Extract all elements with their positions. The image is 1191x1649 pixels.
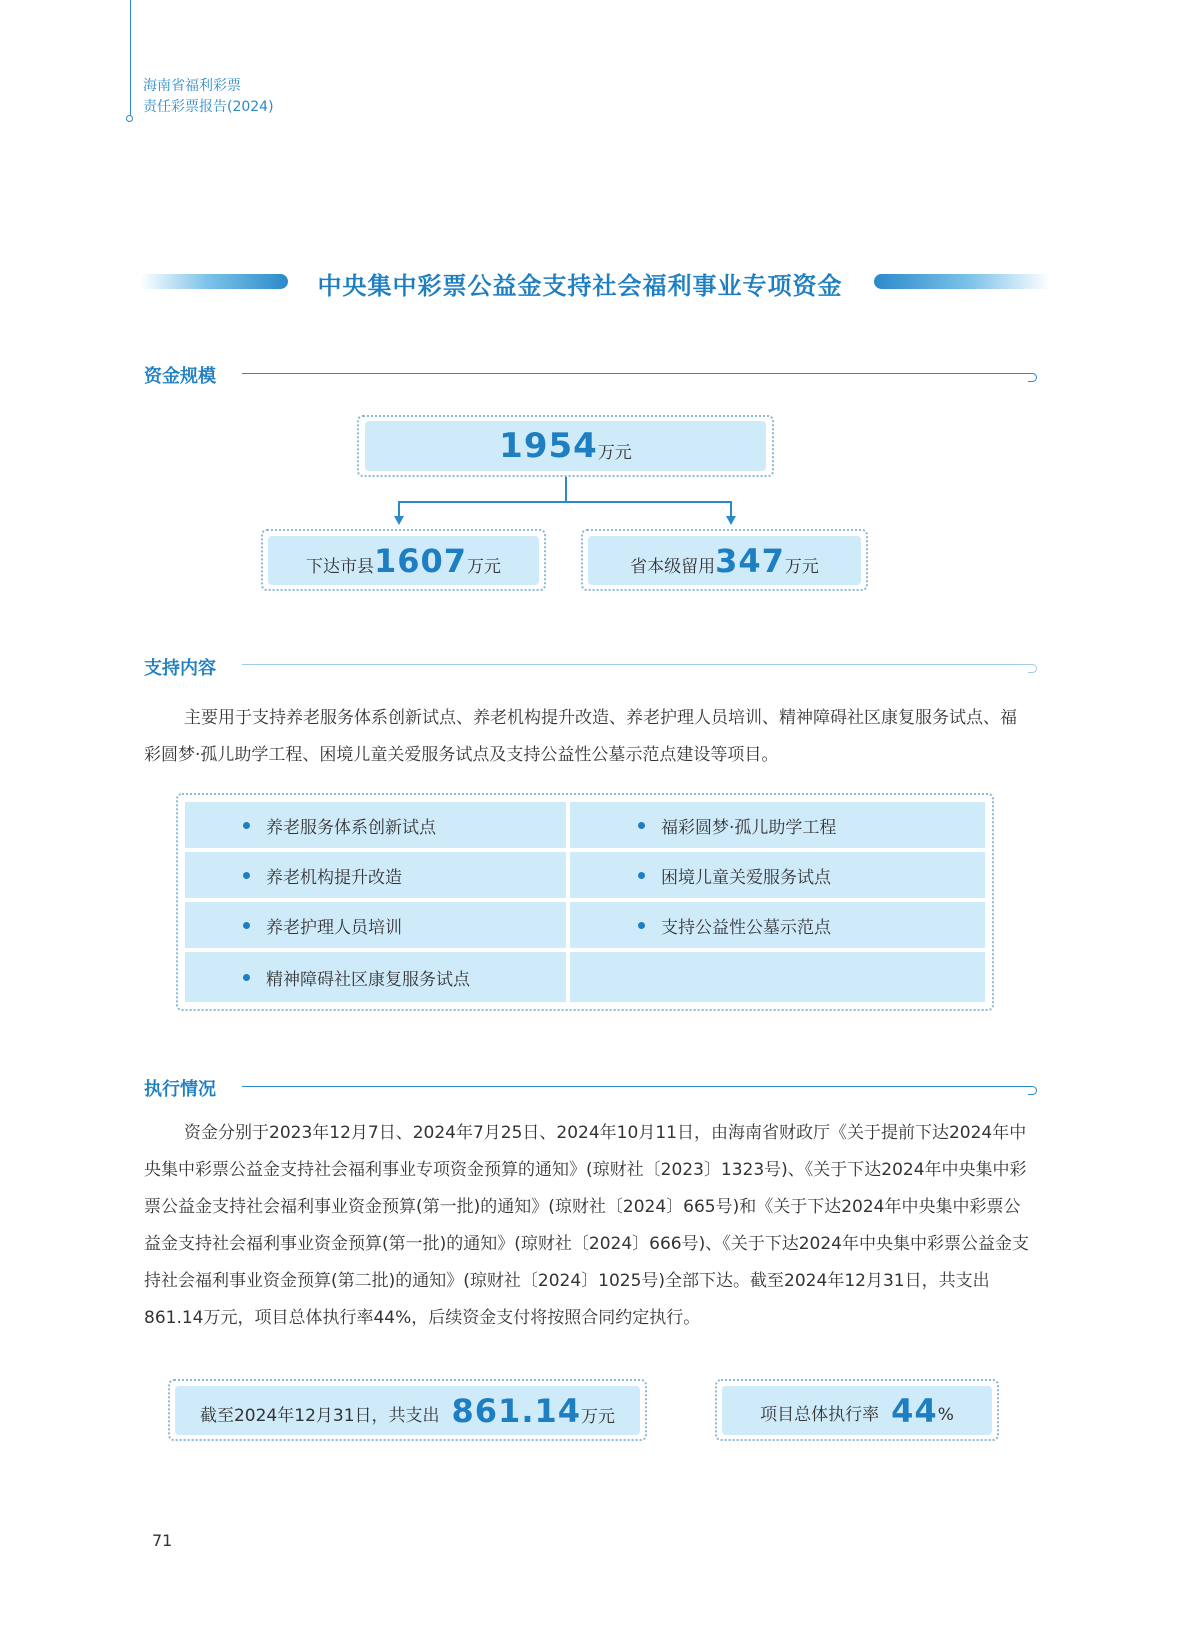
header-rule <box>130 0 131 117</box>
city-label: 下达市县 <box>305 557 374 577</box>
city-box <box>268 536 539 585</box>
city-frame <box>261 529 546 591</box>
province-value: 347 <box>715 541 785 580</box>
list-item: 养老服务体系创新试点 <box>185 802 566 848</box>
list-item: 困境儿童关爱服务试点 <box>570 852 985 898</box>
spent-frame <box>168 1379 647 1441</box>
section-line-hook <box>1028 1086 1037 1095</box>
rate-value: 44 <box>891 1391 938 1430</box>
section-line-content <box>242 664 1032 665</box>
rate-label: 项目总体执行率 <box>760 1405 880 1425</box>
bullet-icon <box>243 872 250 879</box>
province-box <box>588 536 861 585</box>
spent-unit: 万元 <box>581 1407 615 1427</box>
city-unit: 万元 <box>467 557 502 577</box>
list-item-empty <box>570 952 985 1002</box>
total-frame <box>357 415 774 477</box>
header-report-title: 责任彩票报告(2024) <box>143 99 274 115</box>
bullet-icon <box>243 822 250 829</box>
section-title-execution: 执行情况 <box>144 1079 216 1100</box>
section-line-hook <box>1028 373 1037 382</box>
section-line-execution <box>242 1086 1032 1087</box>
total-box <box>365 421 766 471</box>
bullet-icon <box>638 872 645 879</box>
header-rule-dot <box>126 115 133 122</box>
page-title: 中央集中彩票公益金支持社会福利事业专项资金 <box>317 272 843 300</box>
header-org: 海南省福利彩票 <box>143 78 241 94</box>
connector-left <box>398 501 400 517</box>
city-value: 1607 <box>373 541 468 580</box>
spent-label: 截至2024年12月31日，共支出 <box>199 1406 440 1426</box>
content-paragraph: 主要用于支持养老服务体系创新试点、养老机构提升改造、养老护理人员培训、精神障碍社区康复服务试点、福彩圆梦·孤儿助学工程、困境儿童关爱服务试点及支持公益性公墓示范点建设等项目。 <box>144 708 1017 765</box>
title-decor-right <box>874 274 1050 289</box>
bullet-icon <box>243 974 250 981</box>
section-line-hook <box>1028 664 1037 673</box>
total-value: 1954 <box>499 426 598 466</box>
list-item: 养老机构提升改造 <box>185 852 566 898</box>
section-title-scale: 资金规模 <box>144 366 216 387</box>
section-title-content: 支持内容 <box>144 658 216 679</box>
arrow-down-icon <box>394 516 404 525</box>
list-item: 精神障碍社区康复服务试点 <box>185 952 566 1002</box>
title-decor-left <box>140 274 288 289</box>
province-label: 省本级留用 <box>630 557 716 577</box>
bullet-icon <box>638 822 645 829</box>
province-frame <box>581 529 868 591</box>
rate-frame <box>715 1379 999 1441</box>
connector-right <box>730 501 732 517</box>
list-item: 养老护理人员培训 <box>185 902 566 948</box>
list-item: 支持公益性公墓示范点 <box>570 902 985 948</box>
spent-value: 861.14 <box>451 1391 581 1430</box>
rate-unit: % <box>937 1404 954 1425</box>
province-unit: 万元 <box>784 557 819 577</box>
list-item: 福彩圆梦·孤儿助学工程 <box>570 802 985 848</box>
rate-box <box>722 1386 992 1435</box>
arrow-down-icon <box>726 516 736 525</box>
execution-paragraph: 资金分别于2023年12月7日、2024年7月25日、2024年10月11日，由海南省财政厅《关于提前下达2024年中央集中彩票公益金支持社会福利事业专项资金预算的通知》(琼财社〔2023〕1323号)、《关于下达2024年中央集中彩票公益金支持社会福利事业资金预算(第一批)的通知》(琼财社〔2024〕665号)和《关于下达2024年中央集中彩票公益金支持社会福利事业资金预算(第一批)的通知》(琼财社〔2024〕666号)、《关于下达2024年中央集中彩票公益金支持社会福利事业资金预算(第二批)的通知》(琼财社〔2024〕1025号)全部下达。截至2024年12月31日，共支出861.14万元，项目总体执行率44%，后续资金支付将按照合同约定执行。 <box>144 1123 1030 1328</box>
section-line-scale <box>242 373 1032 374</box>
connector-stem <box>565 477 567 502</box>
total-unit: 万元 <box>597 442 632 463</box>
bullet-icon <box>243 922 250 929</box>
connector-branch <box>398 501 732 503</box>
spent-box <box>175 1386 640 1435</box>
page-number: 71 <box>152 1531 173 1550</box>
items-table <box>185 802 985 1002</box>
bullet-icon <box>638 922 645 929</box>
items-frame <box>176 793 994 1011</box>
